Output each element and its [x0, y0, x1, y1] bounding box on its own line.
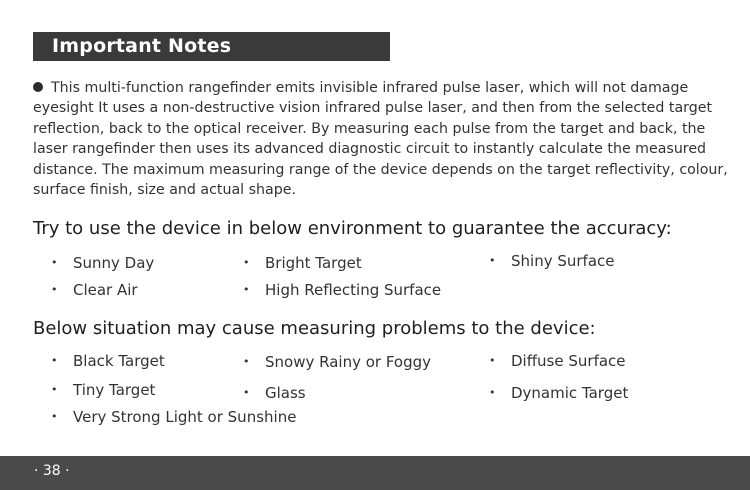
bullet-dot-icon — [33, 82, 43, 92]
list-item: • Dynamic Target — [489, 384, 629, 402]
list-item: • High Reflecting Surface — [243, 281, 442, 299]
section-title: Important Notes — [52, 35, 232, 57]
list-item: • Snowy Rainy or Foggy — [243, 353, 432, 371]
list-item: • Diffuse Surface — [489, 352, 626, 370]
page-number: · 38 · — [34, 463, 70, 479]
list-item: • Shiny Surface — [489, 252, 615, 270]
section-header-bar — [33, 32, 390, 61]
good-environment-heading: Try to use the device in below environment to guarantee the accuracy: — [33, 218, 672, 239]
list-item: • Clear Air — [51, 281, 138, 299]
list-item: • Tiny Target — [51, 381, 156, 399]
list-item: • Black Target — [51, 352, 165, 370]
list-item: • Sunny Day — [51, 254, 155, 272]
intro-text: This multi-function rangefinder emits invisible infrared pulse laser, which will not damage eyesight It uses a non-destructive vision infrared pulse laser, and then from the selected target reflection, back to the optical receiver. By measuring each pulse from the target and back, the laser rangefinder then uses its advanced diagnostic circuit to instantly calculate the measured distance. The maximum measuring range of the device depends on the target reflectivity, colour, surface finish, size and actual shape. — [33, 80, 728, 199]
list-item: • Very Strong Light or Sunshine — [51, 408, 297, 426]
list-item: • Glass — [243, 384, 306, 402]
intro-paragraph — [33, 78, 733, 200]
problems-heading: Below situation may cause measuring problems to the device: — [33, 318, 596, 339]
footer-bar — [0, 456, 750, 490]
list-item: • Bright Target — [243, 254, 362, 272]
